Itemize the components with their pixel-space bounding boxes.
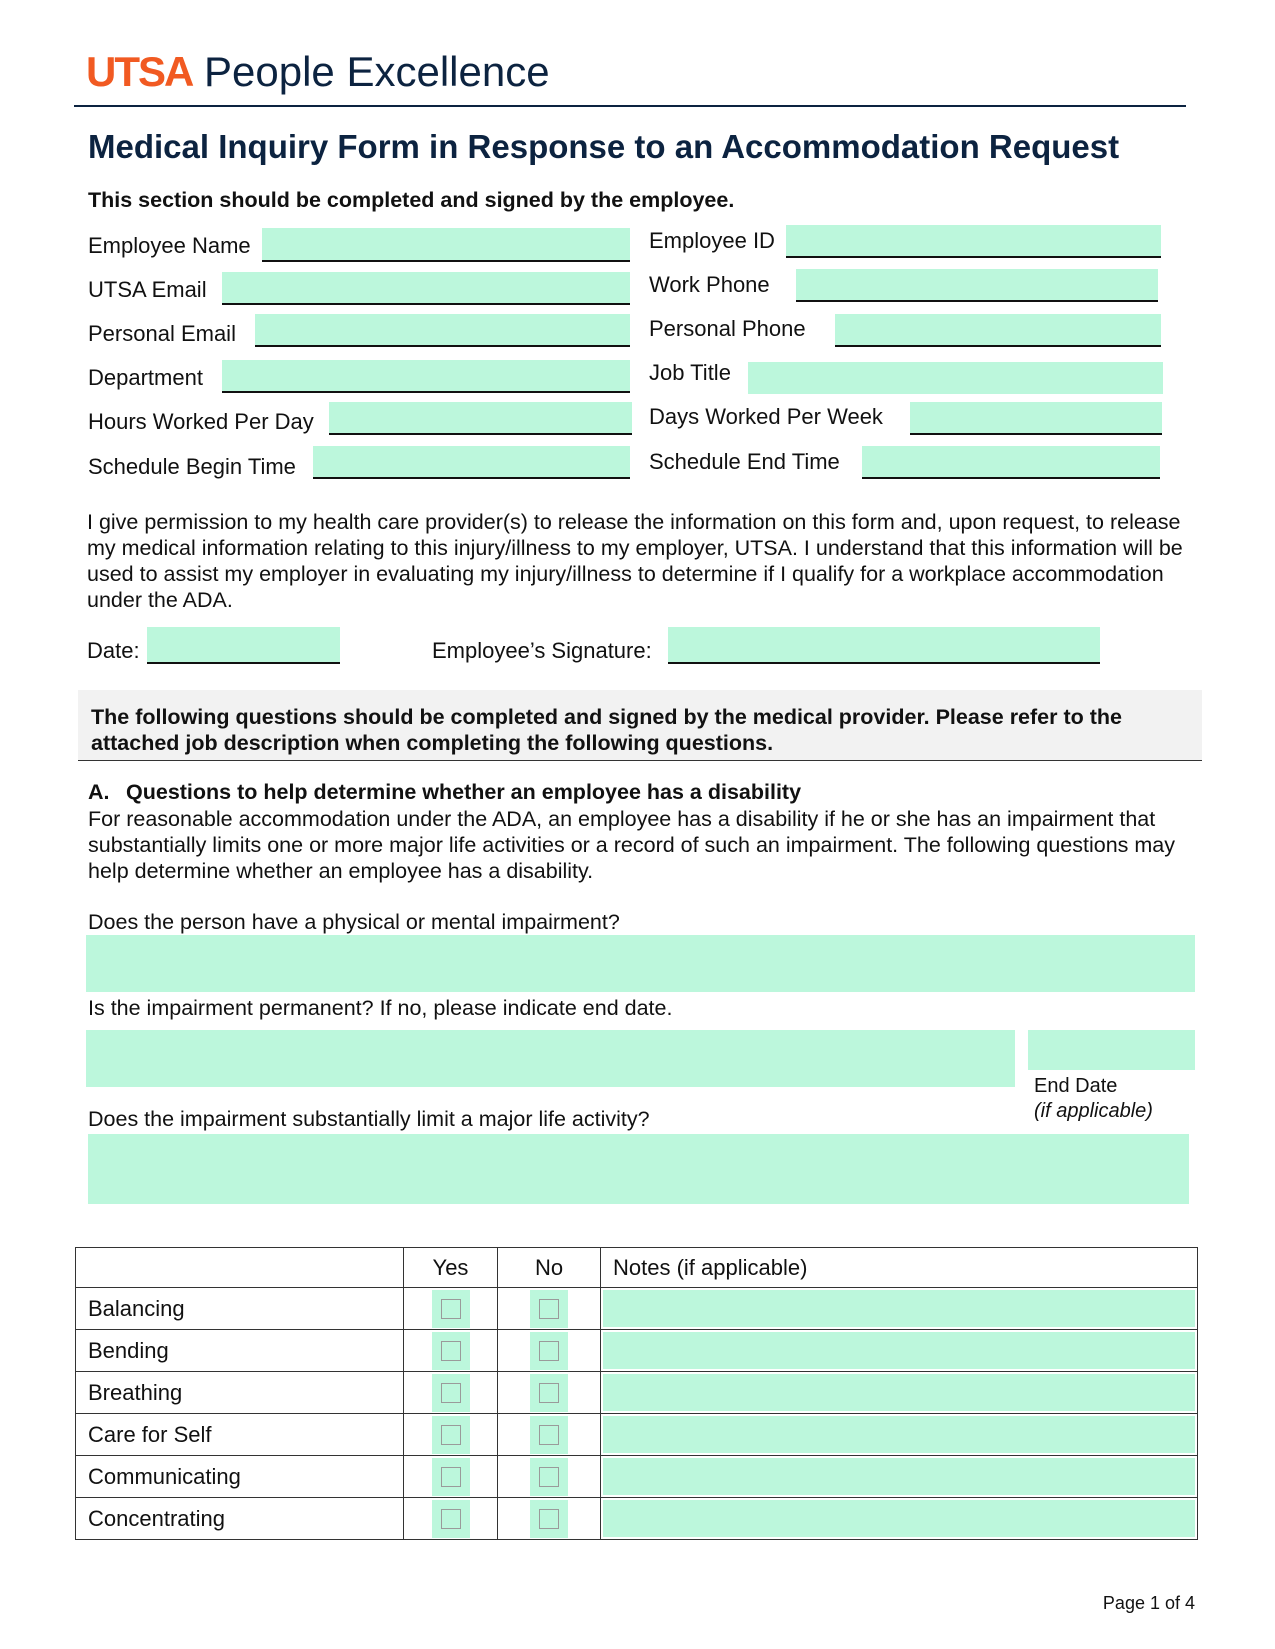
checkbox-box-icon [539, 1341, 559, 1361]
utsa-email-label: UTSA Email [88, 277, 207, 302]
checkbox-box-icon [539, 1425, 559, 1445]
table-row [76, 1372, 1198, 1414]
yes-checkbox[interactable] [432, 1332, 470, 1370]
employee-section-instruction: This section should be completed and signed by the employee. [88, 188, 735, 212]
checkbox-box-icon [539, 1299, 559, 1319]
brand-org: UTSA [86, 48, 193, 95]
activities-table [75, 1247, 1198, 1540]
notes-field[interactable] [603, 1374, 1195, 1411]
schedule-begin-label: Schedule Begin Time [88, 454, 296, 479]
brand-logo [86, 46, 550, 98]
section-a-heading [88, 780, 801, 805]
utsa-email-field[interactable] [222, 272, 630, 305]
checkbox-box-icon [441, 1383, 461, 1403]
checkbox-box-icon [441, 1341, 461, 1361]
checkbox-box-icon [441, 1509, 461, 1529]
personal-email-label: Personal Email [88, 321, 236, 346]
days-per-week-field[interactable] [910, 402, 1162, 435]
provider-section-instruction: The following questions should be completed and signed by the medical provider. Please refer to the attached job description when completing the following questions. [91, 705, 1122, 755]
date-label: Date: [87, 638, 140, 663]
brand-unit: People Excellence [204, 48, 550, 95]
impairment-answer-field[interactable] [86, 935, 1195, 992]
activity-label: Breathing [76, 1372, 404, 1414]
page-number: Page 1 of 4 [1102, 1593, 1195, 1613]
checkbox-box-icon [441, 1467, 461, 1487]
activity-label: Concentrating [76, 1498, 404, 1540]
table-row [76, 1498, 1198, 1540]
date-field[interactable] [147, 627, 340, 664]
section-a-number: A. [88, 780, 110, 804]
no-checkbox[interactable] [530, 1458, 568, 1496]
notes-field[interactable] [603, 1500, 1195, 1537]
permanent-answer-field[interactable] [86, 1030, 1015, 1087]
question-permanent: Is the impairment permanent? If no, please indicate end date. [88, 996, 673, 1020]
checkbox-box-icon [441, 1299, 461, 1319]
notes-field[interactable] [603, 1332, 1195, 1369]
days-per-week-label: Days Worked Per Week [649, 404, 883, 429]
no-checkbox[interactable] [530, 1416, 568, 1454]
header-notes: Notes (if applicable) [601, 1248, 1198, 1288]
schedule-end-label: Schedule End Time [649, 449, 840, 474]
question-impairment: Does the person have a physical or mental impairment? [88, 910, 620, 934]
yes-checkbox[interactable] [432, 1416, 470, 1454]
hours-per-day-field[interactable] [329, 402, 632, 435]
department-label: Department [88, 365, 203, 390]
employee-id-label: Employee ID [649, 228, 775, 253]
permission-paragraph: I give permission to my health care provider(s) to release the information on this form and, upon request, to release my medical information relating to this injury/illness to my employer, UTSA. I understand that this information will be used to assist my employer in evaluating my injury/illness to determine if I qualify for a workplace accommodation under the ADA. [87, 510, 1183, 612]
table-row [76, 1330, 1198, 1372]
job-title-label: Job Title [649, 360, 731, 385]
activity-label: Care for Self [76, 1414, 404, 1456]
no-checkbox[interactable] [530, 1290, 568, 1328]
table-header-row [76, 1248, 1198, 1288]
section-a-title: Questions to help determine whether an employee has a disability [126, 780, 802, 804]
checkbox-box-icon [539, 1509, 559, 1529]
yes-checkbox[interactable] [432, 1458, 470, 1496]
table-row [76, 1414, 1198, 1456]
no-checkbox[interactable] [530, 1374, 568, 1412]
activity-label: Bending [76, 1330, 404, 1372]
no-checkbox[interactable] [530, 1332, 568, 1370]
notes-field[interactable] [603, 1416, 1195, 1453]
employee-signature-field[interactable] [668, 627, 1100, 664]
table-row [76, 1456, 1198, 1498]
job-title-field[interactable] [748, 362, 1163, 394]
yes-checkbox[interactable] [432, 1374, 470, 1412]
end-date-field[interactable] [1028, 1030, 1195, 1070]
notes-field[interactable] [603, 1290, 1195, 1327]
activity-label: Communicating [76, 1456, 404, 1498]
employee-name-field[interactable] [262, 228, 630, 262]
header-yes: Yes [404, 1248, 498, 1288]
checkbox-box-icon [539, 1383, 559, 1403]
notes-field[interactable] [603, 1458, 1195, 1495]
yes-checkbox[interactable] [432, 1500, 470, 1538]
hours-per-day-label: Hours Worked Per Day [88, 409, 314, 434]
yes-checkbox[interactable] [432, 1290, 470, 1328]
employee-name-label: Employee Name [88, 233, 251, 258]
activity-label: Balancing [76, 1288, 404, 1330]
page-title: Medical Inquiry Form in Response to an Accommodation Request [88, 128, 1120, 165]
personal-phone-field[interactable] [835, 314, 1161, 347]
header-no: No [498, 1248, 601, 1288]
work-phone-label: Work Phone [649, 272, 770, 297]
signature-label: Employee’s Signature: [432, 638, 652, 663]
end-date-label: End Date [1034, 1075, 1118, 1097]
schedule-begin-field[interactable] [313, 446, 630, 479]
section-a-description: For reasonable accommodation under the ADA, an employee has a disability if he or she has an impairment that substantially limits one or more major life activities or a record of such an impairment. The following questions may help determine whether an employee has a disability. [88, 807, 1176, 883]
schedule-end-field[interactable] [862, 446, 1160, 479]
major-life-activity-answer-field[interactable] [88, 1134, 1189, 1204]
work-phone-field[interactable] [796, 269, 1158, 302]
department-field[interactable] [222, 360, 630, 393]
end-date-hint: (if applicable) [1034, 1100, 1153, 1122]
checkbox-box-icon [441, 1425, 461, 1445]
table-row [76, 1288, 1198, 1330]
personal-phone-label: Personal Phone [649, 316, 806, 341]
checkbox-box-icon [539, 1467, 559, 1487]
header-divider [74, 105, 1186, 107]
header-activity [76, 1248, 404, 1288]
employee-id-field[interactable] [786, 225, 1161, 258]
no-checkbox[interactable] [530, 1500, 568, 1538]
personal-email-field[interactable] [255, 314, 630, 347]
question-major-life-activity: Does the impairment substantially limit a major life activity? [88, 1107, 650, 1131]
